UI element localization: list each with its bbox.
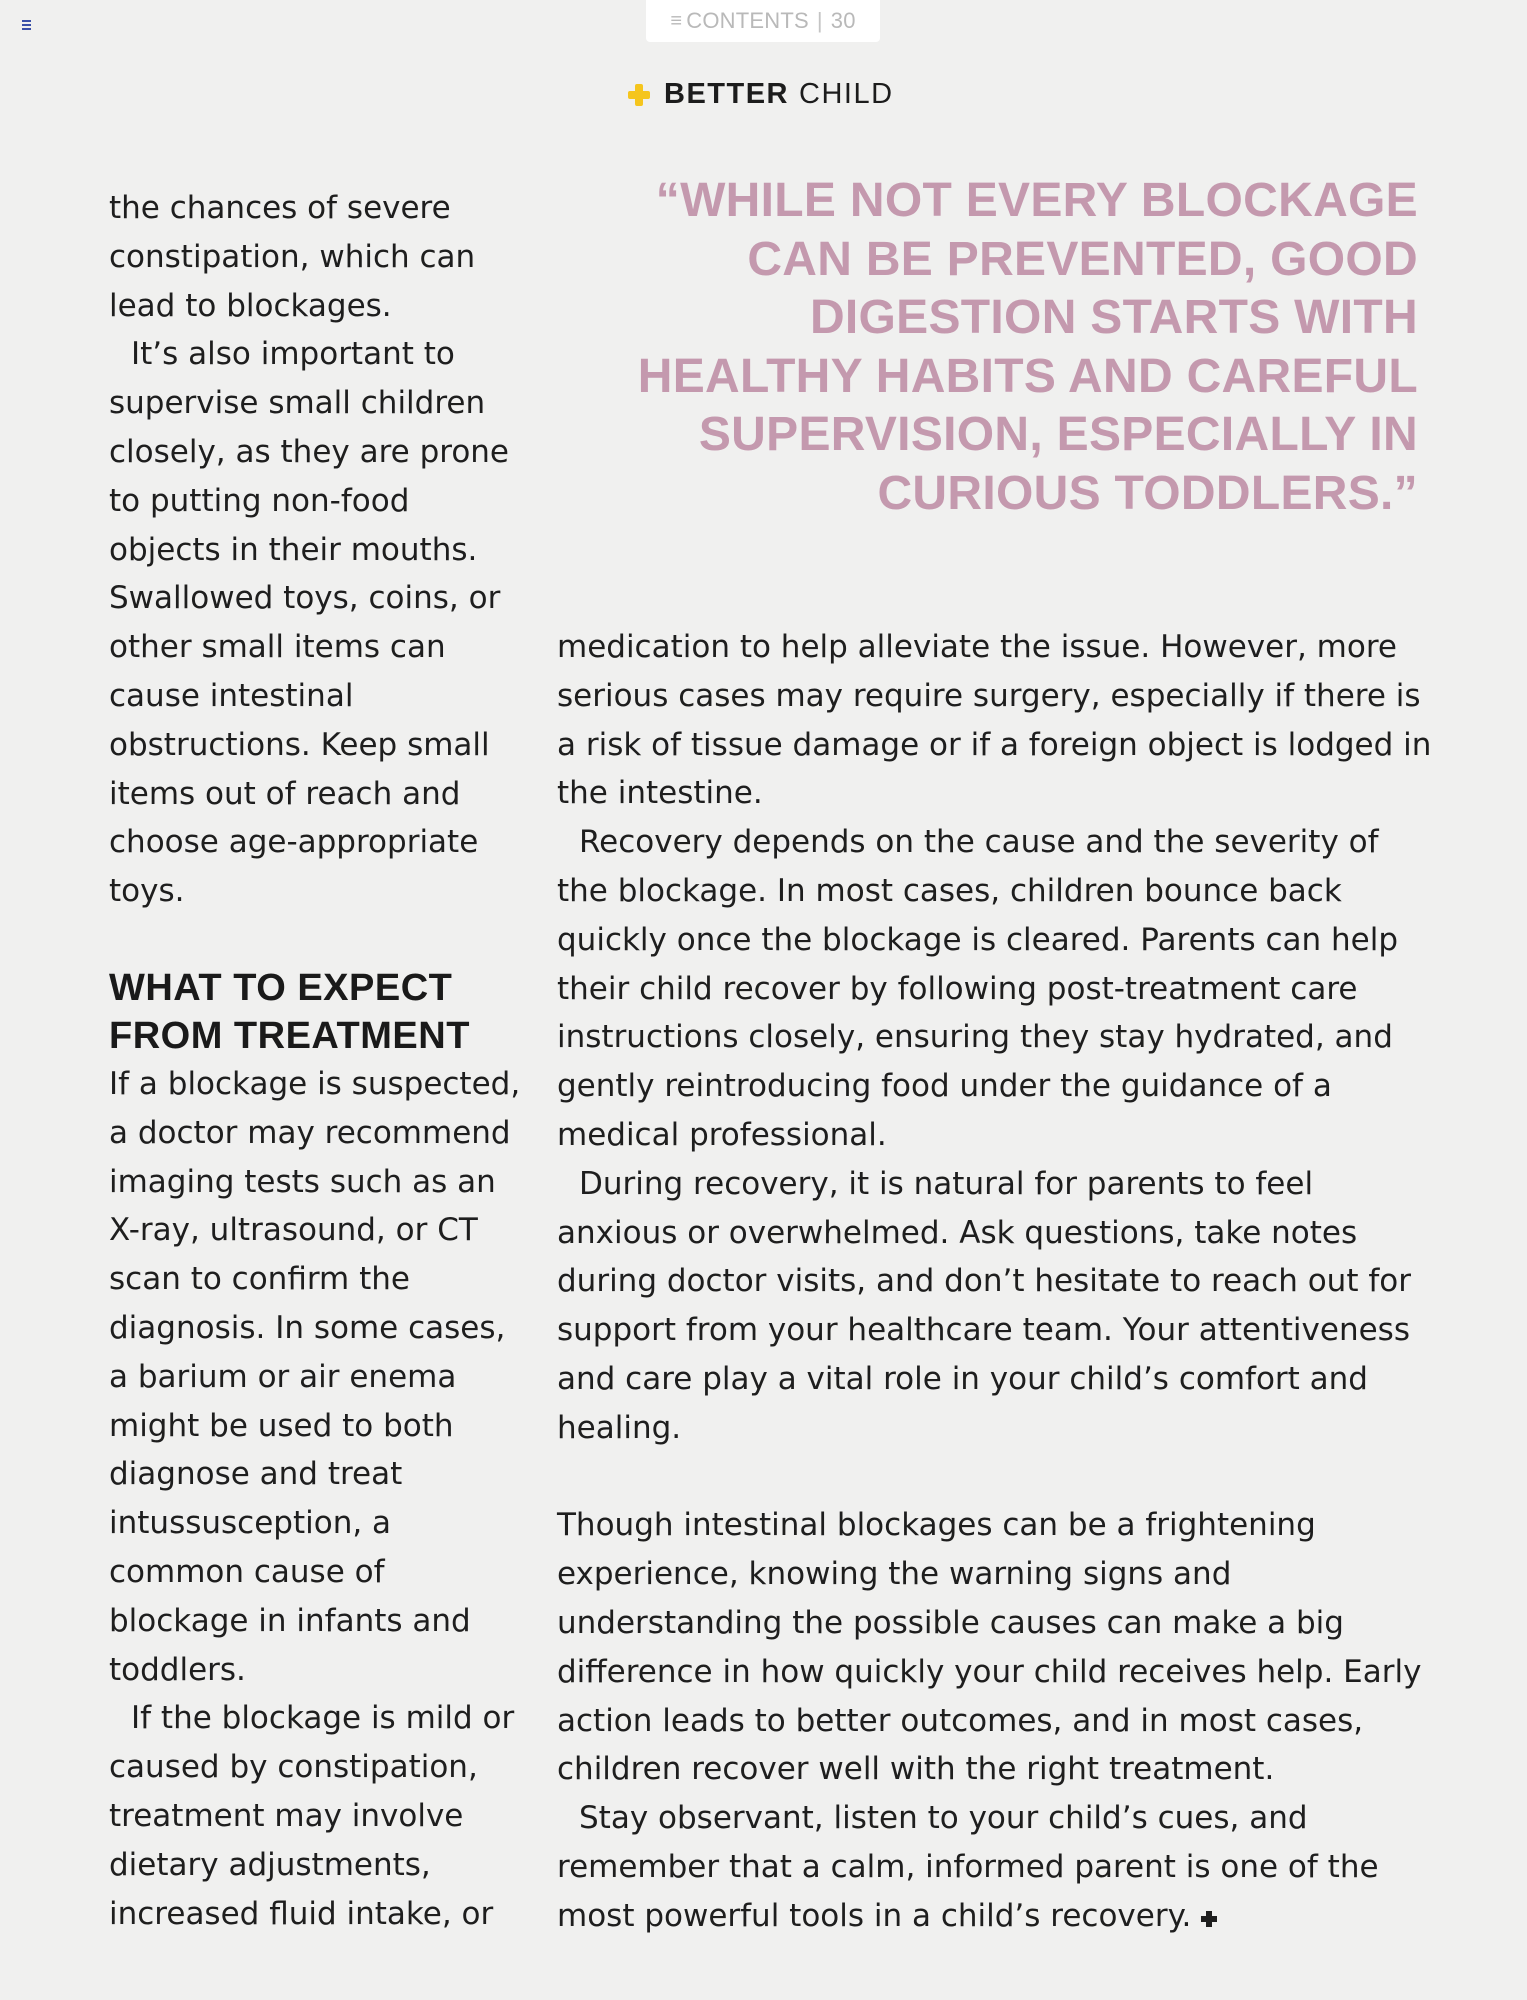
paragraph: If the blockage is mild or caused by constipation, treatment may involve dietary adjustments, increased fluid intake, or: [109, 1700, 515, 1932]
left-column: [109, 184, 529, 1938]
contents-button[interactable]: [646, 0, 880, 42]
pull-quote: “WHILE NOT EVERY BLOCKAGE CAN BE PREVENTED, GOOD DIGESTION STARTS WITH HEALTHY HABITS AND CAREFUL SUPERVISION, ESPECIALLY IN CURIOUS TODDLERS.”: [637, 174, 1418, 520]
tab-separator: |: [816, 8, 823, 33]
paragraph: the chances of severe constipation, which can lead to blockages.: [109, 190, 476, 324]
section-title-light: CHILD: [799, 78, 894, 110]
paragraph: Though intestinal blockages can be a frightening experience, knowing the warning signs and understanding the possible causes can make a big difference in how quickly your child receives help. Early action leads to better outcomes, and in most cases, children recover well with the right treatment.: [557, 1507, 1422, 1788]
contents-list-icon: ≡: [670, 9, 683, 32]
paragraph: Recovery depends on the cause and the severity of the blockage. In most cases, children bounce back quickly once the blockage is cleared. Parents can help their child recover by following post-treatment care instructions closely, ensuring they stay hydrated, and gently reintroducing food under the guidance of a medical professional.: [557, 824, 1399, 1153]
final-paragraph: [557, 1794, 1437, 1940]
end-mark-icon: [1201, 1911, 1217, 1927]
page-number: 30: [830, 8, 856, 33]
paragraph: medication to help alleviate the issue. However, more serious cases may require surgery, especially if there is a risk of tissue damage or if a foreign object is lodged in the intestine.: [557, 629, 1432, 812]
section-gap: [557, 1453, 1437, 1502]
plus-icon: [628, 84, 650, 106]
contents-label: CONTENTS: [686, 8, 809, 33]
section-title-bold: BETTER: [664, 78, 789, 110]
paragraph: It’s also important to supervise small children closely, as they are prone to putting non-food objects in their mouths. Swallowed toys, coins, or other small items can cause intestinal obstructions. Keep small items out of reach and choose age-appropriate toys.: [109, 336, 510, 910]
subheading: WHAT TO EXPECT FROM TREATMENT: [109, 966, 470, 1057]
hamburger-icon[interactable]: [22, 20, 31, 30]
paragraph: If a blockage is suspected, a doctor may recommend imaging tests such as an X-ray, ultrasound, or CT scan to confirm the diagnosis. In some cases, a barium or air enema might be used to both diagnose and treat intussusception, a common cause of blockage in infants and toddlers.: [109, 1065, 521, 1688]
right-column: [557, 623, 1437, 1941]
paragraph: During recovery, it is natural for parents to feel anxious or overwhelmed. Ask questions, take notes during doctor visits, and don’t hesitate to reach out for support from your healthcare team. Your attentiveness and care play a vital role in your child’s comfort and healing.: [557, 1165, 1411, 1446]
paragraph-text: Stay observant, listen to your child’s cues, and remember that a calm, informed parent is one of the most powerful tools in a child’s recovery.: [557, 1800, 1379, 1934]
section-header: [628, 78, 894, 111]
